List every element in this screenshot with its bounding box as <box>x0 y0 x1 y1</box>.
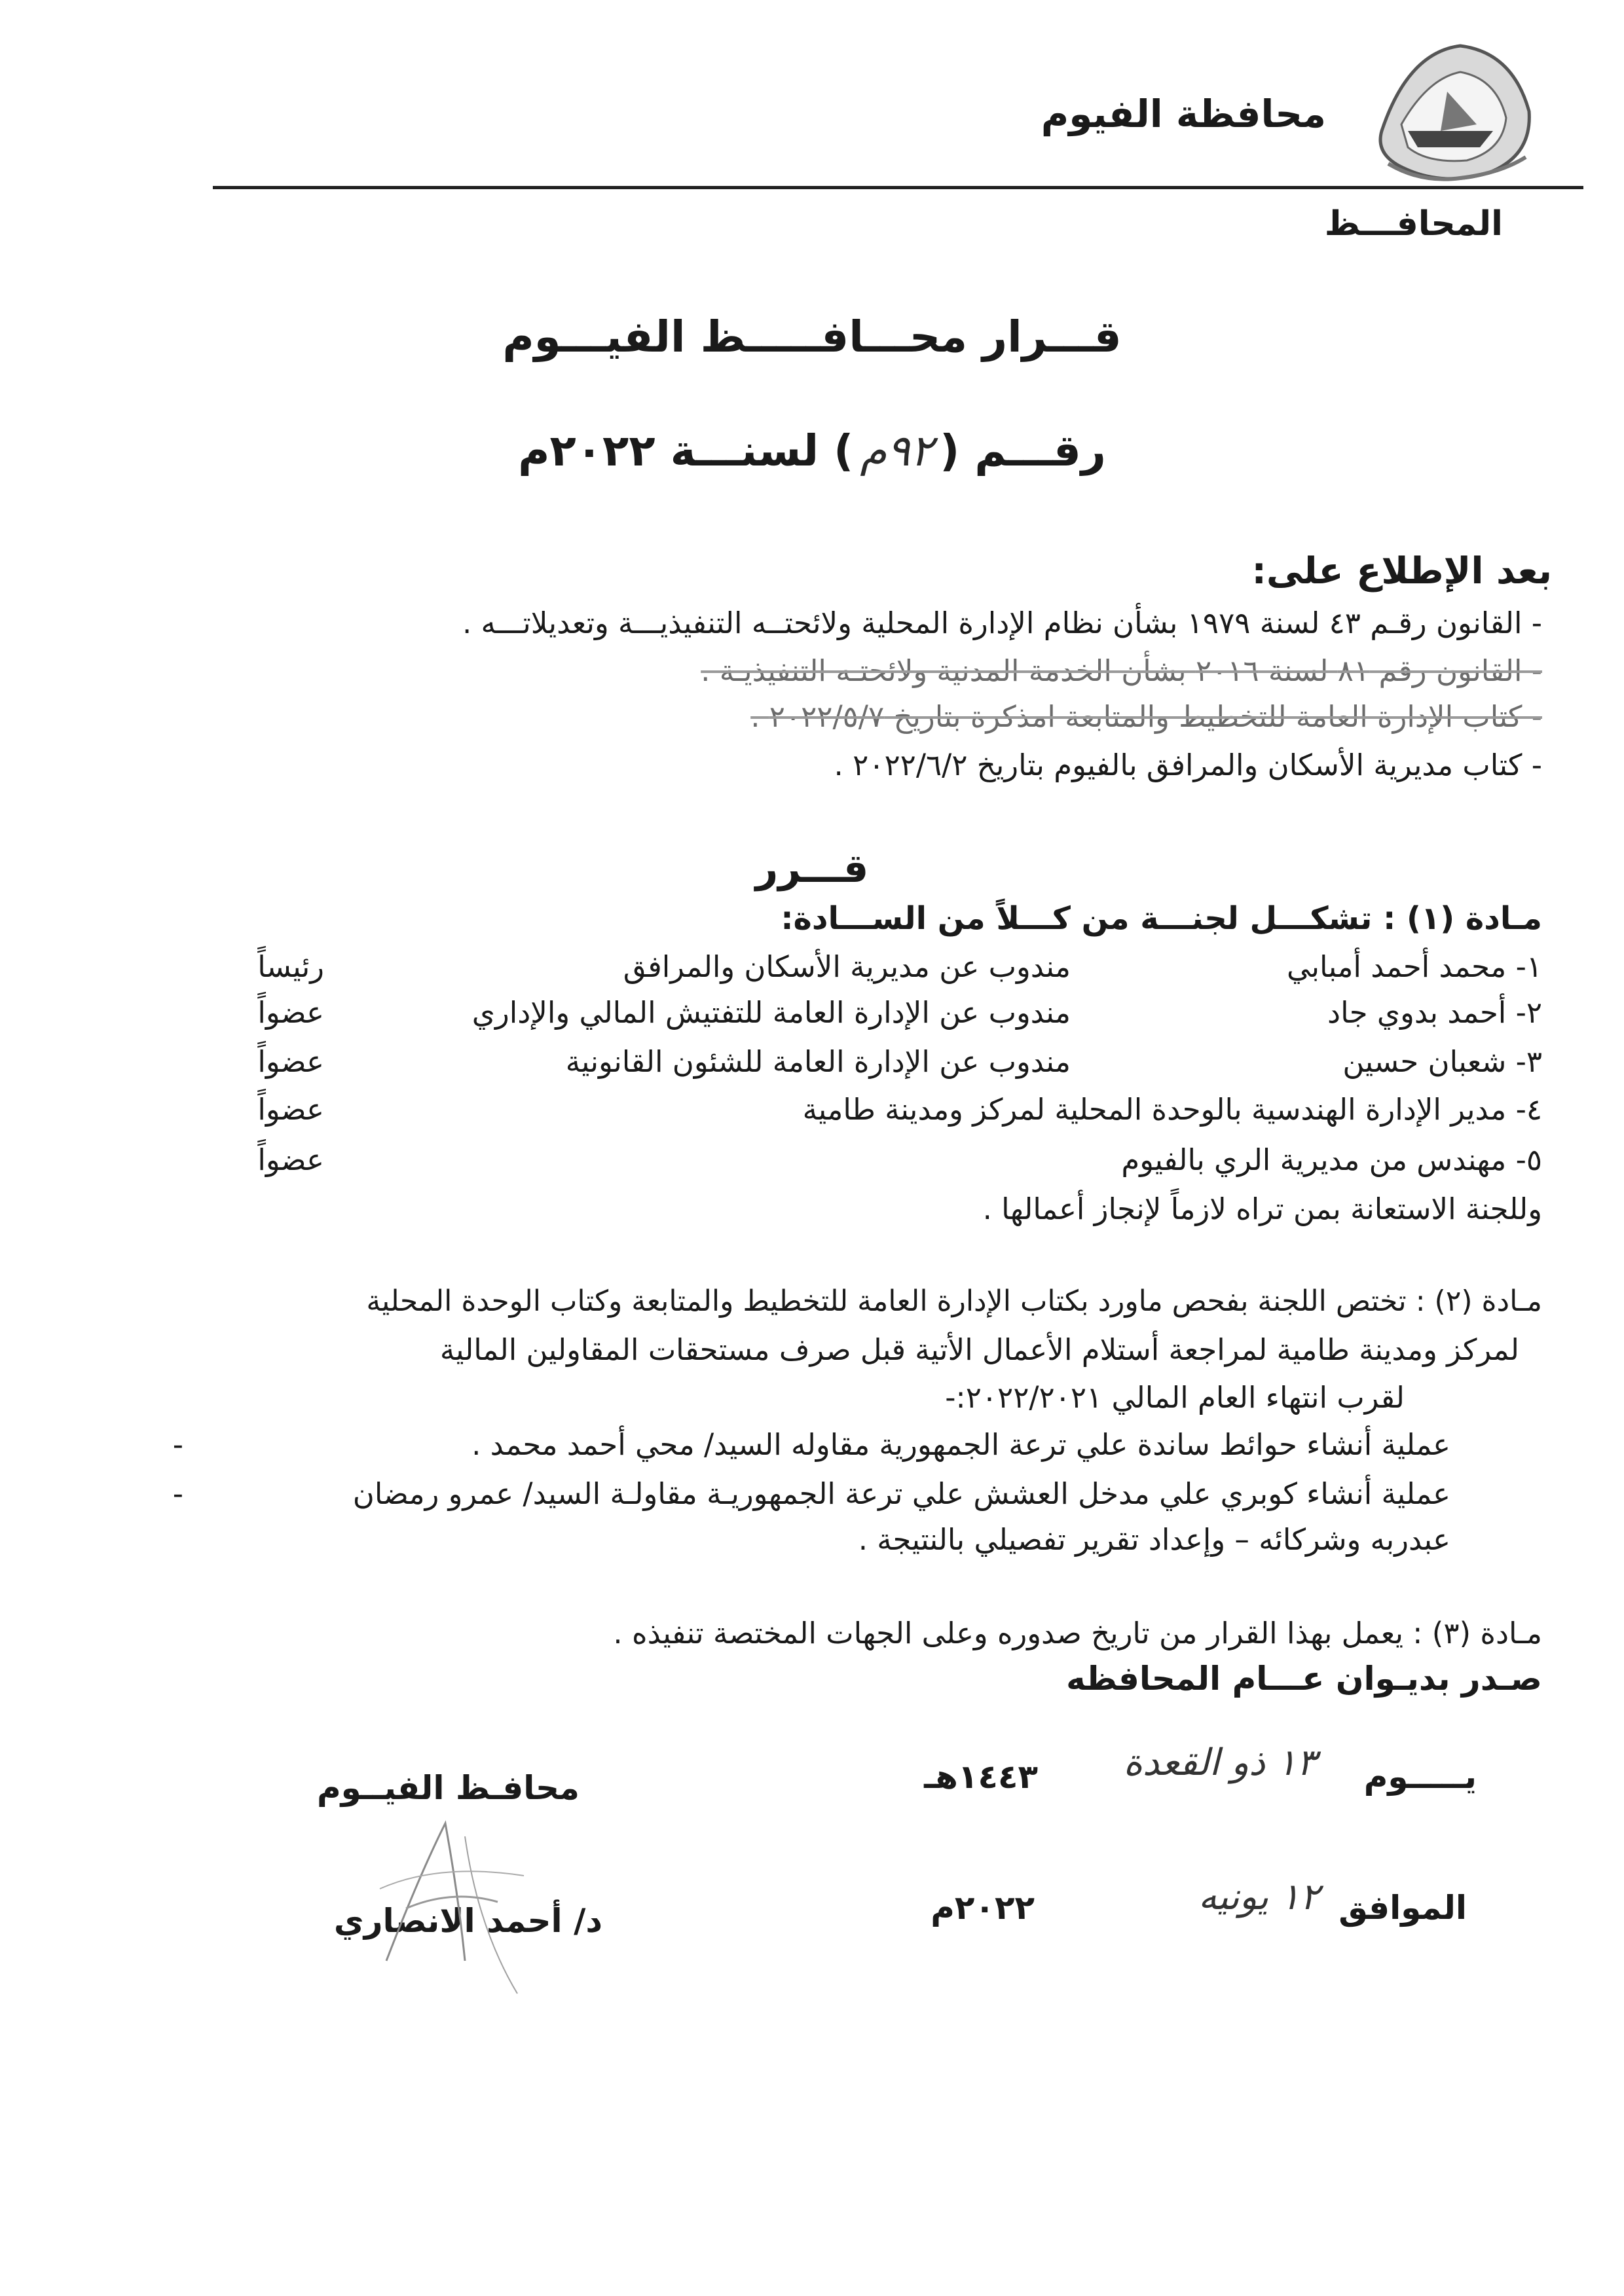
governor-name: د/ أحمد الانصاري <box>333 1902 602 1940</box>
handwritten-hijri-date: ١٣ ذو القعدة <box>1123 1741 1316 1784</box>
member-name: ١- محمد أحمد أمبابي <box>1287 949 1542 984</box>
preamble-item: - القانون رقـم ٤٣ لسنة ١٩٧٩ بشأن نظام الإدارة المحلية ولائحتــه التنفيذيـــة وتعديلاتـــه . <box>462 606 1542 640</box>
decision-title: قـــرار محـــافـــــظ الفيـــوم <box>502 312 1122 362</box>
bullet-dash: - <box>172 1476 183 1511</box>
member-representation: مندوب عن الإدارة العامة للتفتيش المالي والإداري <box>471 995 1071 1030</box>
committee-member-row <box>167 949 1542 993</box>
decision-number-prefix: رقـــم ( <box>940 426 1106 476</box>
member-name: ٥- مهندس من مديرية الري بالفيوم <box>1121 1142 1542 1177</box>
member-role: عضواً <box>257 995 324 1030</box>
article-2-line: مـادة (٢) : تختص اللجنة بفحص ماورد بكتاب الإدارة العامة للتخطيط والمتابعة وكتاب الوحدة المحلية <box>366 1285 1542 1318</box>
bullet-dash: - <box>172 1427 183 1462</box>
issued-at: صـدر بديـوان عـــام المحافظه <box>1066 1660 1542 1698</box>
member-representation: مندوب عن مديرية الأسكان والمرافق <box>623 949 1071 984</box>
member-role: عضواً <box>257 1044 324 1079</box>
governor-signature <box>367 1797 537 2007</box>
preamble-item-struck: - القانون رقم ٨١ لسنة ٢٠١٦ بشأن الخدمة المدنية ولائحتـه التنفيذيـة . <box>701 653 1542 688</box>
preamble-heading: بعد الإطلاع على: <box>1251 550 1552 592</box>
governor-label: المحافـــظ <box>1324 204 1503 244</box>
gregorian-year: ٢٠٢٢م <box>931 1889 1035 1927</box>
article-2-item: عملية أنشاء كوبري علي مدخل العشش علي ترعة الجمهوريـة مقاولـة السيد/ عمرو رمضان <box>352 1476 1450 1511</box>
gregorian-label: الموافق <box>1338 1889 1467 1927</box>
handwritten-gregorian-date: ١٢ يونيه <box>1198 1876 1320 1918</box>
decision-number-suffix: ) لسنـــة ٢٠٢٢م <box>518 426 854 476</box>
decision-number <box>0 426 1624 476</box>
member-representation: مندوب عن الإدارة العامة للشئون القانونية <box>565 1044 1071 1079</box>
governorate-name: محافظة الفيوم <box>1041 92 1326 136</box>
article-3: مـادة (٣) : يعمل بهذا القرار من تاريخ صدوره وعلى الجهات المختصة تنفيذه . <box>613 1616 1542 1650</box>
day-label: يـــــوم <box>1363 1758 1477 1796</box>
preamble-item-struck: - كتاب الإدارة العامة للتخطيط والمتابعة امذكرة بتاريخ ٢٠٢٢/٥/٧ . <box>750 699 1542 734</box>
hijri-year: ١٤٤٣هـ <box>924 1758 1038 1796</box>
member-role: عضواً <box>257 1142 324 1177</box>
member-name: ٣- شعبان حسين <box>1342 1044 1542 1079</box>
preamble-item: - كتاب مديرية الأسكان والمرافق بالفيوم بتاريخ ٢٠٢٢/٦/٢ . <box>834 748 1542 782</box>
article-2-line: لقرب انتهاء العام المالي ٢٠٢٢/٢٠٢١:- <box>945 1380 1405 1415</box>
member-name: ٢- أحمد بدوي جاد <box>1327 995 1542 1030</box>
member-role: عضواً <box>257 1092 324 1127</box>
committee-member-row <box>167 1044 1542 1087</box>
handwritten-decision-number: ٩٢م <box>860 426 934 476</box>
member-name: ٤- مدير الإدارة الهندسية بالوحدة المحلية لمركز ومدينة طامية <box>802 1092 1542 1127</box>
committee-member-row <box>167 1092 1542 1135</box>
committee-member-row <box>167 1142 1542 1186</box>
article-2-item: عملية أنشاء حوائط ساندة علي ترعة الجمهورية مقاوله السيد/ محي أحمد محمد . <box>471 1427 1450 1462</box>
committee-member-row <box>167 995 1542 1038</box>
header-divider <box>213 186 1583 189</box>
resolved-heading: قـــرر <box>755 846 869 892</box>
governor-title: محافـظ الفيــوم <box>316 1769 580 1807</box>
governorate-seal-logo <box>1362 33 1539 183</box>
article-1-heading: مـادة (١) : تشكـــل لجنـــة من كـــلاً من الســـادة: <box>781 900 1542 937</box>
article-2-item-continued: عبدربه وشركائه – وإعداد تقرير تفصيلي بالنتيجة . <box>858 1522 1450 1557</box>
article-2-line: لمركز ومدينة طامية لمراجعة أستلام الأعمال الأتية قبل صرف مستحقات المقاولين المالية <box>439 1332 1519 1367</box>
article-1-footer: وللجنة الاستعانة بمن تراه لازماً لإنجاز أعمالها . <box>982 1192 1542 1226</box>
member-role: رئيساً <box>257 949 324 984</box>
